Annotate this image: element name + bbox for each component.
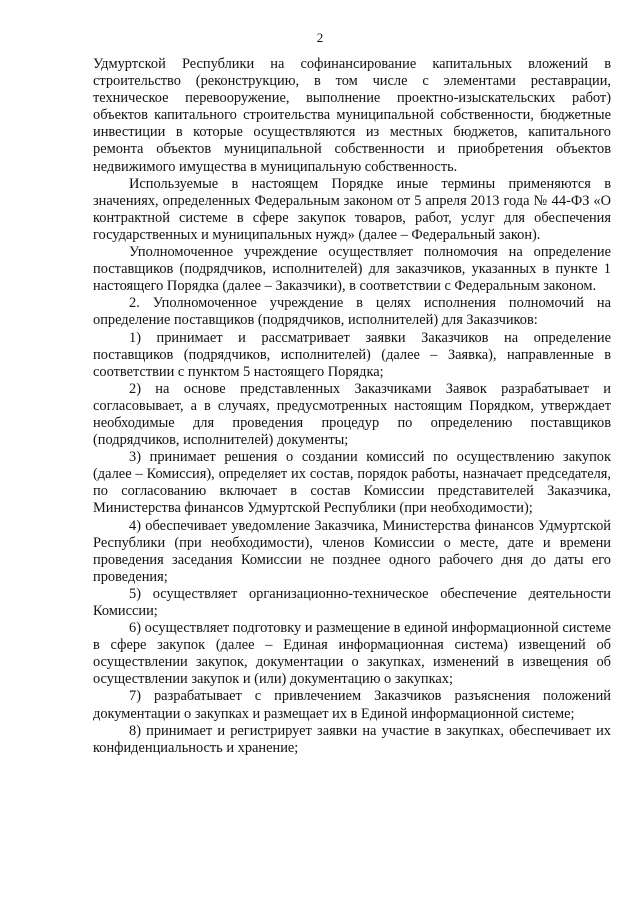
list-item-7: 7) разрабатывает с привлечением Заказчиков разъяснения положений документации о закупках и размещает их в Единой информационной системе; [93, 688, 611, 722]
paragraph-authority: Уполномоченное учреждение осуществляет полномочия на определение поставщиков (подрядчиков, исполнителей) для заказчиков, указанных в пункте 1 настоящего Порядка (далее – Заказчики), в соответствии с Федеральным законом. [93, 244, 611, 295]
paragraph-terms: Используемые в настоящем Порядке иные термины применяются в значениях, определенных Федеральным законом от 5 апреля 2013 года № 44-ФЗ «О контрактной системе в сфере закупок товаров, работ, услуг для обеспечения государственных и муниципальных нужд» (далее – Федеральный закон). [93, 175, 611, 243]
list-item-5: 5) осуществляет организационно-техническое обеспечение деятельности Комиссии; [93, 585, 611, 619]
paragraph-section-2: 2. Уполномоченное учреждение в целях исполнения полномочий на определение поставщиков (подрядчиков, исполнителей) для Заказчиков: [93, 295, 611, 329]
document-body [93, 56, 611, 757]
list-item-4: 4) обеспечивает уведомление Заказчика, Министерства финансов Удмуртской Республики (при необходимости), членов Комиссии о месте, дате и времени проведения заседания Комиссии не позднее одного рабочего дня до даты его проведения; [93, 517, 611, 585]
list-item-2: 2) на основе представленных Заказчиками Заявок разрабатывает и согласовывает, а в случаях, предусмотренных настоящим Порядком, утверждает необходимые для проведения процедур по определению поставщиков (подрядчиков, исполнителей) документы; [93, 380, 611, 449]
list-item-8: 8) принимает и регистрирует заявки на участие в закупках, обеспечивает их конфиденциальность и хранение; [93, 722, 611, 756]
list-item-1: 1) принимает и рассматривает заявки Заказчиков на определение поставщиков (подрядчиков, исполнителей) (далее – Заявка), направленные в соответствии с пунктом 5 настоящего Порядка; [93, 329, 611, 380]
page-number: 2 [316, 30, 324, 45]
list-item-3: 3) принимает решения о создании комиссий по осуществлению закупок (далее – Комиссия), определяет их состав, порядок работы, назначает председателя, по согласованию включает в состав Комиссии представителей Заказчика, Министерства финансов Удмуртской Республики (при необходимости); [93, 449, 611, 517]
list-item-6: 6) осуществляет подготовку и размещение в единой информационной системе в сфере закупок (далее – Единая информационная система) извещений об осуществлении закупок, документации о закупках, изменений в извещения об осуществлении закупок и (или) документацию о закупках; [93, 620, 611, 688]
paragraph-continuation: Удмуртской Республики на софинансирование капитальных вложений в строительство (реконструкцию, в том числе с элементами реставрации, техническое перевооружение, выполнение проектно-изыскательских работ) объектов капитального строительства муниципальной собственности, бюджетные инвестиции в которые осуществляются из местных бюджетов, капитального ремонта объектов муниципальной собственности и приобретения объектов недвижимого имущества в муниципальную собственность. [93, 56, 611, 175]
